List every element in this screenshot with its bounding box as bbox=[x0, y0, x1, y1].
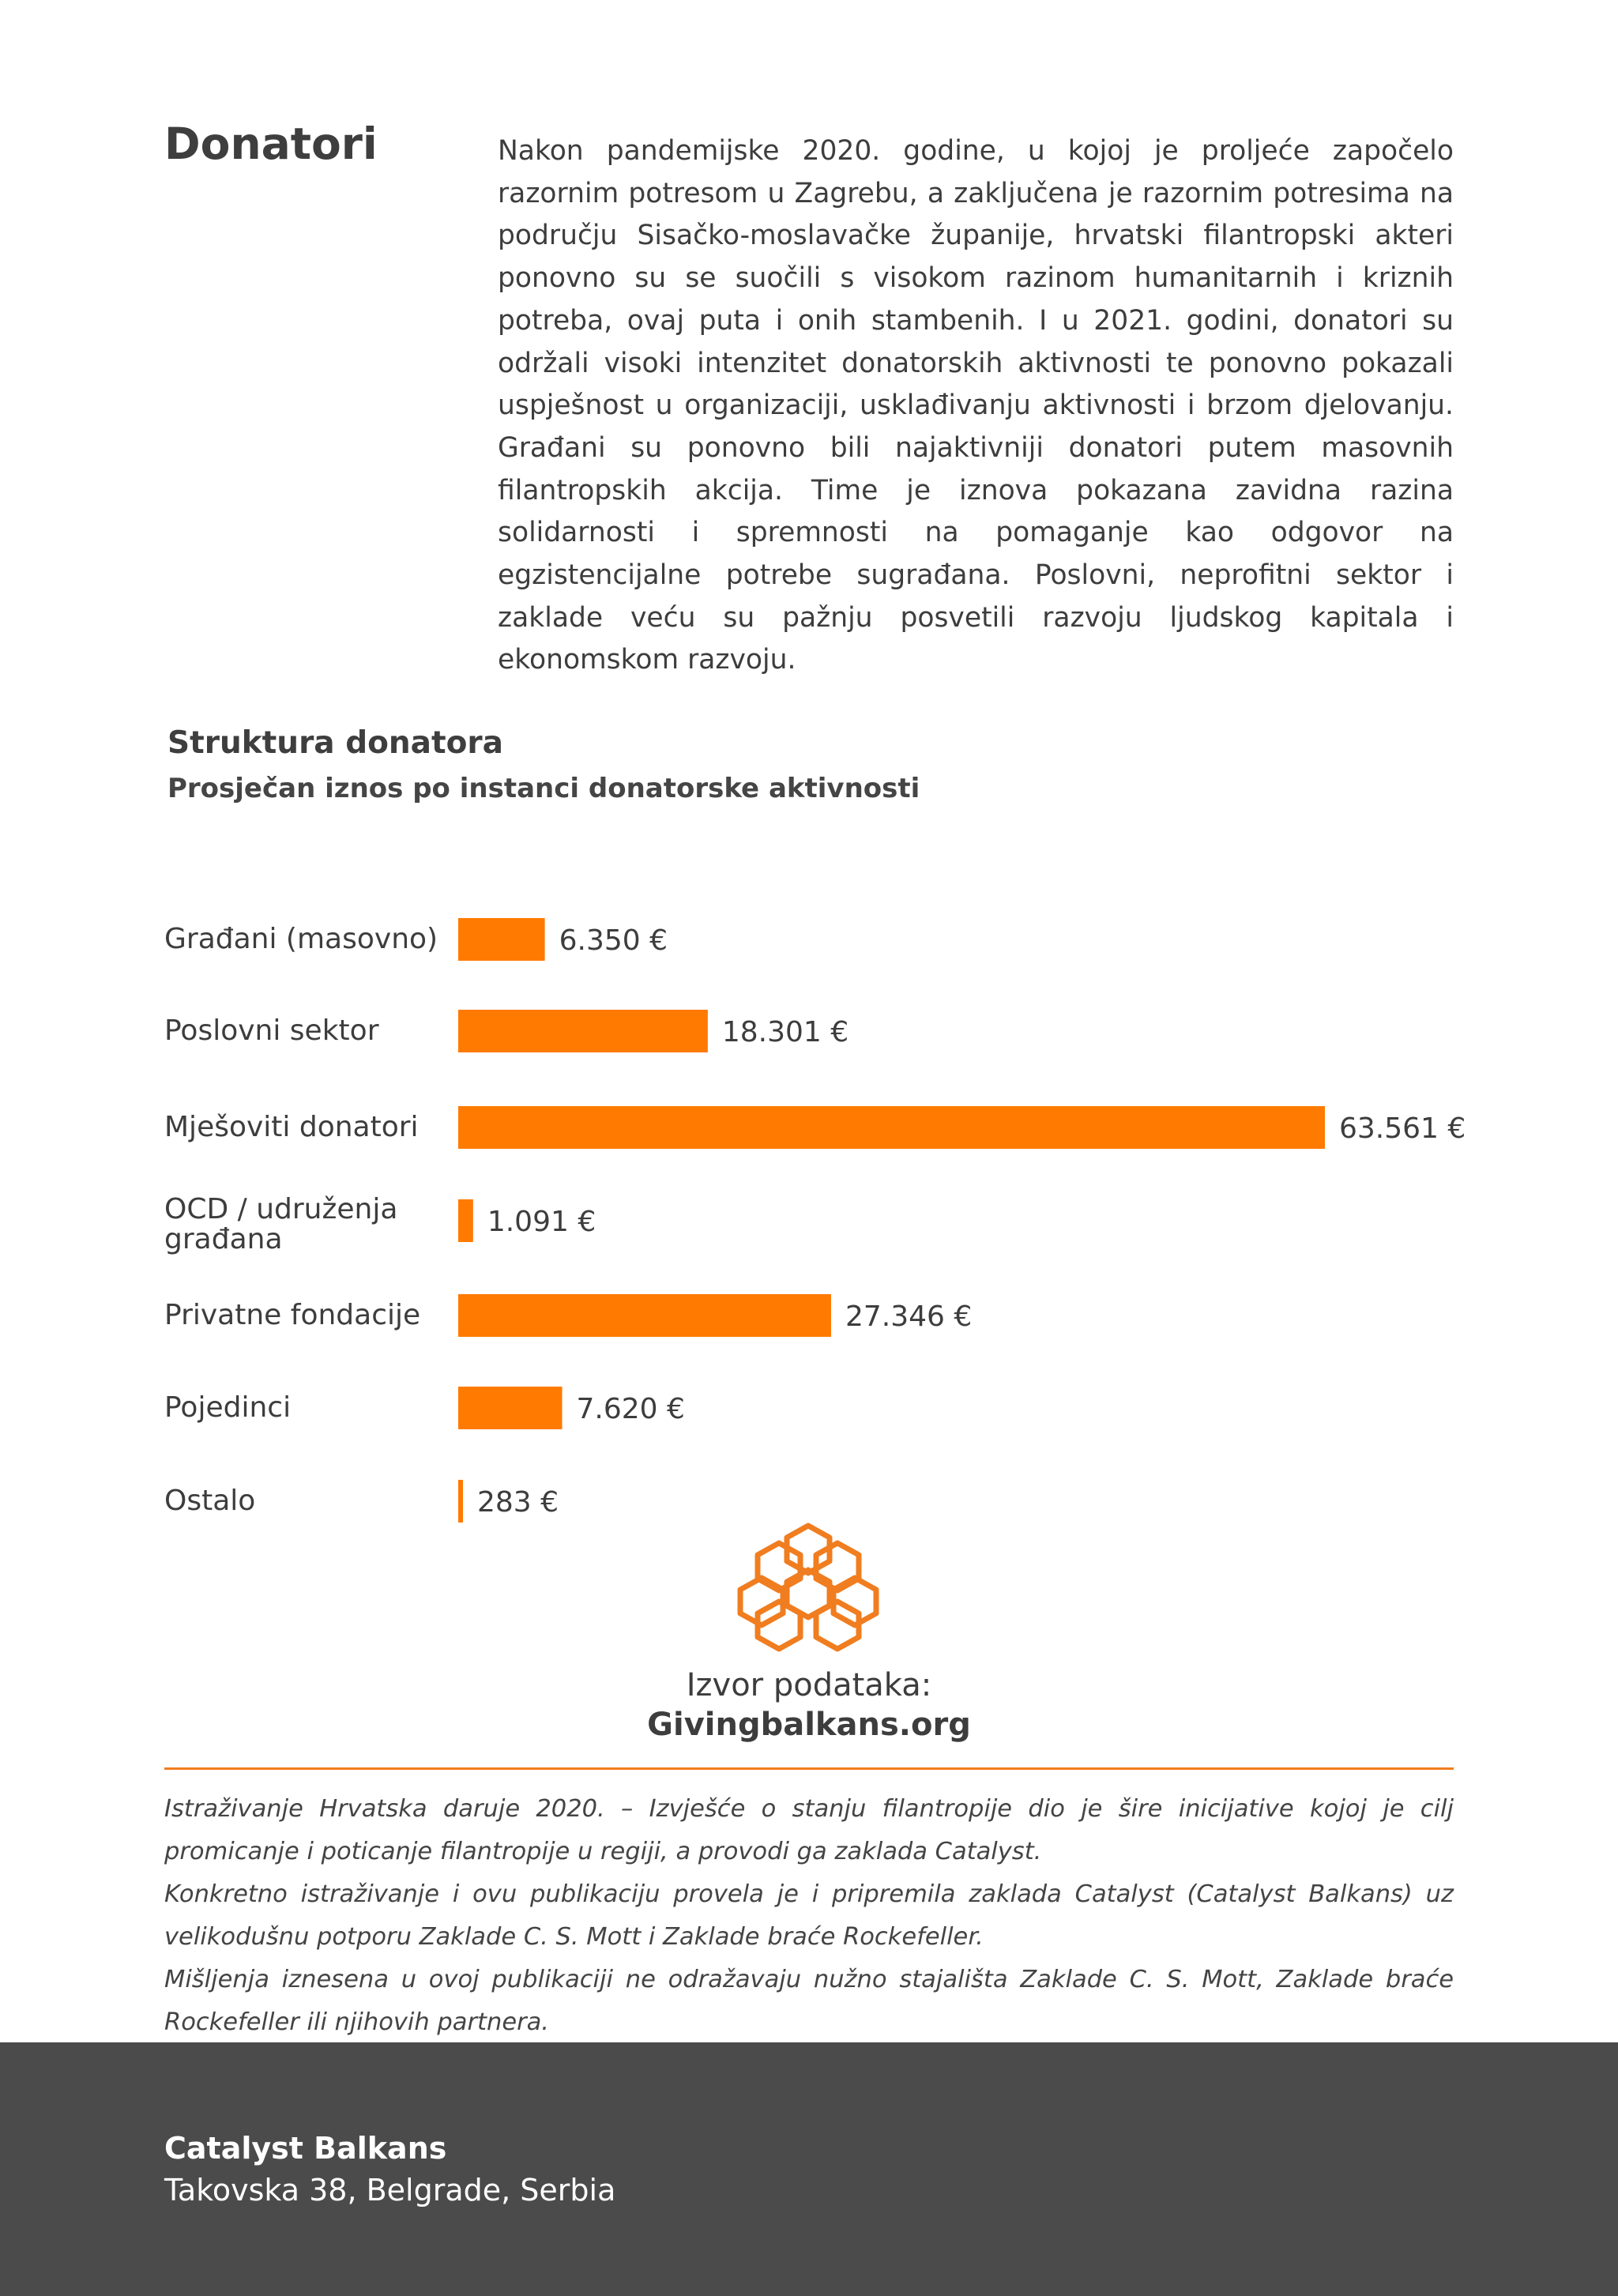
footnote bbox=[164, 1788, 1454, 2044]
bar bbox=[458, 1387, 563, 1429]
divider bbox=[164, 1767, 1454, 1770]
value-label: 18.301 € bbox=[721, 1016, 849, 1048]
bar bbox=[458, 1480, 463, 1523]
footer-organization-name: Catalyst Balkans bbox=[164, 2131, 447, 2166]
category-label: OCD / udruženja građana bbox=[164, 1193, 398, 1255]
donor-bar-chart bbox=[0, 869, 1618, 1517]
bar bbox=[458, 1199, 473, 1242]
footer-address: Takovska 38, Belgrade, Serbia bbox=[164, 2173, 616, 2208]
value-label: 6.350 € bbox=[559, 924, 668, 957]
category-label: Poslovni sektor bbox=[164, 1014, 379, 1047]
bar bbox=[458, 1106, 1325, 1149]
intro-paragraph: Nakon pandemijske 2020. godine, u kojoj je proljeće započelo razornim potresom u Zagrebu, a zaključena je razornim potresima na području Sisačko-moslavačke županije, hrvatski filantropski akteri ponovno su se suočili s visokom razinom humanitarnih i kriznih potreba, ovaj puta i onih stambenih. I u 2021. godini, donatori su održali visoki intenzitet donatorskih aktivnosti te ponovno pokazali uspješnost u organizaciji, usklađivanju aktivnosti i brzom djelovanju. Građani su ponovno bili najaktivniji donatori putem masovnih filantropskih akcija. Time je iznova pokazana zavidna razina solidarnosti i spremnosti na pomaganje kao odgovor na egzistencijalne potrebe sugrađana. Poslovni, neprofitni sektor i zaklade veću su pažnju posvetili razvoju ljudskog kapitala i ekonomskom razvoju. bbox=[498, 135, 1454, 676]
category-label: Pojedinci bbox=[164, 1391, 292, 1424]
footnote-line-1: Istraživanje Hrvatska daruje 2020. – Izvješće o stanju filantropije dio je šire inicijative kojoj je cilj promicanje i poticanje filantropije u regiji, a provodi ga zaklada Catalyst. bbox=[164, 1795, 1454, 1865]
value-label: 63.561 € bbox=[1339, 1112, 1466, 1145]
footnote-line-3: Mišljenja iznesena u ovoj publikaciji ne odražavaju nužno stajališta Zaklade C. S. Mott, Zaklade braće Rockefeller ili njihovih partnera. bbox=[164, 1966, 1454, 2036]
section-title: Donatori bbox=[164, 119, 378, 169]
value-label: 283 € bbox=[477, 1486, 559, 1519]
catalyst-logo-icon bbox=[736, 1521, 880, 1655]
chart-title: Struktura donatora bbox=[167, 725, 503, 761]
bar bbox=[458, 1010, 708, 1052]
footer-bar bbox=[0, 2042, 1618, 2296]
category-label: Mješoviti donatori bbox=[164, 1111, 419, 1143]
source-label: Izvor podataka: bbox=[686, 1667, 932, 1703]
value-label: 27.346 € bbox=[845, 1300, 973, 1333]
value-label: 7.620 € bbox=[576, 1393, 685, 1425]
chart-subtitle: Prosječan iznos po instanci donatorske aktivnosti bbox=[167, 773, 920, 804]
bar bbox=[458, 918, 545, 961]
bar bbox=[458, 1294, 831, 1337]
source-website: Givingbalkans.org bbox=[647, 1707, 971, 1743]
value-label: 1.091 € bbox=[487, 1206, 596, 1238]
category-label: Privatne fondacije bbox=[164, 1299, 421, 1331]
footnote-line-2: Konkretno istraživanje i ovu publikaciju provela je i pripremila zaklada Catalyst (Catalyst Balkans) uz velikodušnu potporu Zaklade C. S. Mott i Zaklade braće Rockefeller. bbox=[164, 1880, 1454, 1951]
category-label: Ostalo bbox=[164, 1485, 256, 1517]
category-label: Građani (masovno) bbox=[164, 923, 438, 955]
